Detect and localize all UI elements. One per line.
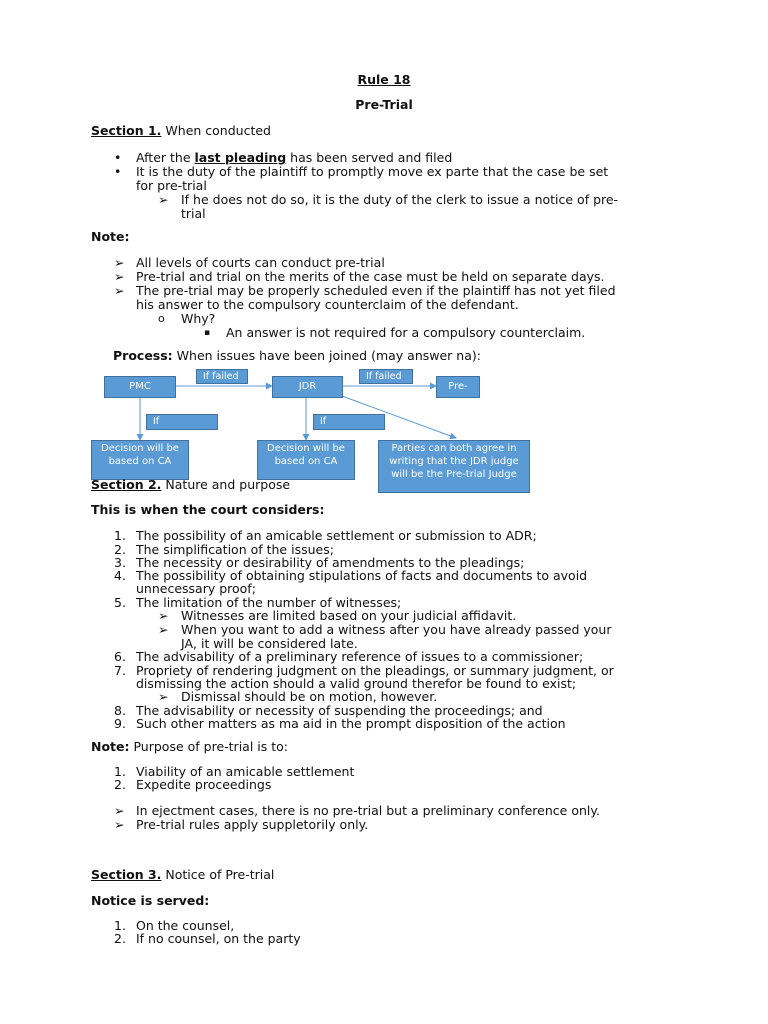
arrow-bullet-icon: ➢ [114, 803, 125, 818]
list-number: 8. [114, 703, 126, 718]
section-2-item-9: Such other matters as ma aid in the prompt disposition of the action [136, 716, 566, 731]
arrow-bullet-icon: ➢ [158, 689, 169, 704]
section-2-item-7: Propriety of rendering judgment on the pleadings, or summary judgment, or [136, 663, 614, 678]
list-number: 1. [114, 918, 126, 933]
flow-label-if-failed-1: If failed [196, 369, 248, 384]
note-2-heading: Note: Purpose of pre-trial is to: [91, 739, 288, 754]
section-2-item-2: The simplification of the issues; [136, 542, 334, 557]
section-1-item-1: After the last pleading has been served and filed [136, 150, 453, 165]
section-2-subheading: This is when the court considers: [91, 502, 325, 517]
note-2-item-2: Expedite proceedings [136, 777, 272, 792]
square-bullet-icon: ▪ [204, 328, 211, 338]
section-2-item-5: The limitation of the number of witnesses; [136, 595, 402, 610]
note-1-item-3-cont: his answer to the compulsory counterclaim of the defendant. [136, 297, 519, 312]
list-number: 2. [114, 542, 126, 557]
section-2-item-5a: Witnesses are limited based on your judicial affidavit. [181, 608, 517, 623]
section-2-item-3: The necessity or desirability of amendments to the pleadings; [136, 555, 525, 570]
list-number: 4. [114, 568, 126, 583]
arrow-bullet-icon: ➢ [114, 817, 125, 832]
bullet-icon: • [114, 164, 122, 179]
arrow-bullet-icon: ➢ [114, 283, 125, 298]
list-number: 7. [114, 663, 126, 678]
section-2-item-7a: Dismissal should be on motion, however. [181, 689, 438, 704]
section-2-item-8: The advisability or necessity of suspending the proceedings; and [136, 703, 543, 718]
section-1-subitem-cont: trial [181, 206, 206, 221]
note-1-item-3: The pre-trial may be properly scheduled even if the plaintiff has not yet filed [136, 283, 616, 298]
flow-node-decision-2: Decision will be based on CA [257, 440, 355, 480]
flow-label-if-failed-2: If failed [359, 369, 413, 384]
section-2-item-5b: When you want to add a witness after you have already passed your [181, 622, 612, 637]
list-number: 5. [114, 595, 126, 610]
page-title: Rule 18 [357, 72, 411, 87]
list-number: 1. [114, 528, 126, 543]
page-subtitle: Pre-Trial [355, 97, 413, 112]
flow-label-if-2: If [313, 414, 385, 430]
list-number: 9. [114, 716, 126, 731]
flow-node-parties: Parties can both agree in writing that the JDR judge will be the Pre-trial Judge [378, 440, 530, 493]
section-1-item-2: It is the duty of the plaintiff to promptly move ex parte that the case be set [136, 164, 609, 179]
section-2-item-7-cont: dismissing the action should a valid ground therefor be found to exist; [136, 676, 577, 691]
note-1-answer: An answer is not required for a compulsory counterclaim. [226, 325, 586, 340]
section-1-heading: Section 1. When conducted [91, 123, 271, 138]
list-number: 1. [114, 764, 126, 779]
section-1-subitem: If he does not do so, it is the duty of the clerk to issue a notice of pre- [181, 192, 619, 207]
note-2-item-1: Viability of an amicable settlement [136, 764, 355, 779]
list-number: 2. [114, 931, 126, 946]
circle-bullet-icon: o [158, 312, 165, 325]
process-heading: Process: When issues have been joined (may answer na): [113, 348, 481, 363]
flow-node-pre: Pre- [436, 376, 480, 398]
note-1-why: Why? [181, 311, 216, 326]
arrow-bullet-icon: ➢ [114, 255, 125, 270]
section-3-heading: Section 3. Notice of Pre-trial [91, 867, 275, 882]
section-2-item-5b-cont: JA, it will be considered late. [181, 636, 358, 651]
section-3-item-2: If no counsel, on the party [136, 931, 301, 946]
list-number: 3. [114, 555, 126, 570]
flow-node-pmc: PMC [104, 376, 176, 398]
section-2-item-4-cont: unnecessary proof; [136, 581, 256, 596]
list-number: 6. [114, 649, 126, 664]
note-2-arrow-2: Pre-trial rules apply suppletorily only. [136, 817, 369, 832]
list-number: 2. [114, 777, 126, 792]
note-1-label: Note: [91, 229, 130, 244]
section-2-item-1: The possibility of an amicable settlement or submission to ADR; [136, 528, 537, 543]
arrow-bullet-icon: ➢ [158, 608, 169, 623]
section-2-item-6: The advisability of a preliminary reference of issues to a commissioner; [136, 649, 584, 664]
arrow-bullet-icon: ➢ [114, 269, 125, 284]
flow-node-decision-1: Decision will be based on CA [91, 440, 189, 480]
bullet-icon: • [114, 150, 122, 165]
section-1-item-2-cont: for pre-trial [136, 178, 207, 193]
section-2-item-4: The possibility of obtaining stipulations of facts and documents to avoid [136, 568, 588, 583]
arrow-bullet-icon: ➢ [158, 192, 169, 207]
section-3-item-1: On the counsel, [136, 918, 235, 933]
section-2-heading: Section 2. Nature and purpose [91, 477, 291, 492]
flow-node-jdr: JDR [272, 376, 343, 398]
note-1-item-1: All levels of courts can conduct pre-trial [136, 255, 385, 270]
section-3-subheading: Notice is served: [91, 893, 210, 908]
flow-label-if-1: If [146, 414, 218, 430]
note-1-item-2: Pre-trial and trial on the merits of the case must be held on separate days. [136, 269, 605, 284]
arrow-bullet-icon: ➢ [158, 622, 169, 637]
note-2-arrow-1: In ejectment cases, there is no pre-trial but a preliminary conference only. [136, 803, 600, 818]
